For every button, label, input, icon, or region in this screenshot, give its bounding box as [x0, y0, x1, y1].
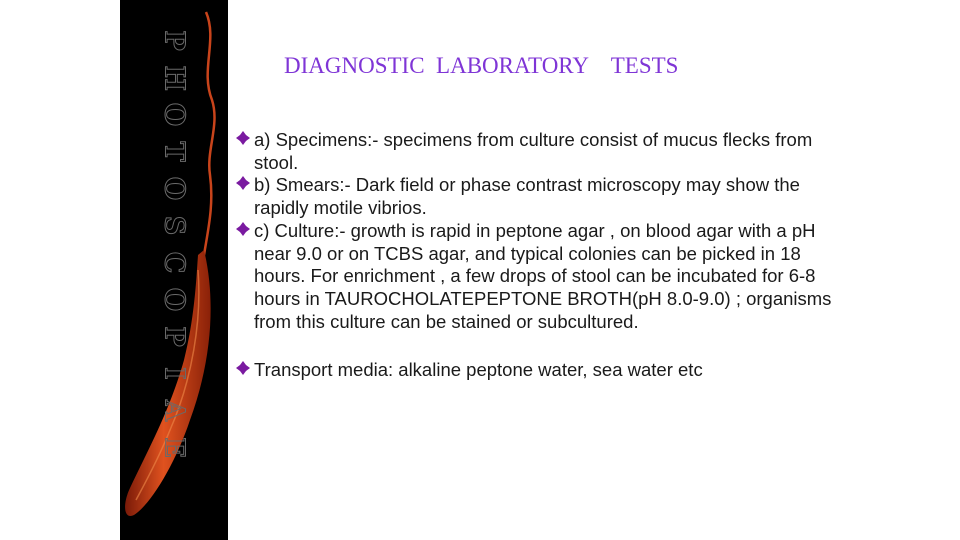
watermark-letter: C	[158, 251, 190, 274]
bullet-item	[233, 174, 853, 219]
diamond-bullet-icon	[235, 175, 251, 191]
bullet-text: Transport media: alkaline peptone water, sea water etc	[254, 359, 703, 381]
diamond-bullet-icon	[235, 221, 251, 237]
diamond-bullet-icon	[235, 360, 251, 376]
bullet-item	[233, 359, 853, 382]
diamond-bullet-icon	[235, 130, 251, 146]
watermark-letter: O	[158, 176, 190, 201]
bullet-text: c) Culture:- growth is rapid in peptone agar , on blood agar with a pH near 9.0 or on TCBS agar, and typical colonies can be picked in 18 hours. For enrichment , a few drops of stool can be incubated for 6-8 hours in TAUROCHOLATEPEPTONE BROTH(pH 8.0-9.0) ; organisms from this culture can be stained or subcultured.	[254, 219, 832, 332]
watermark-letter: H	[158, 65, 190, 92]
bullet-text: b) Smears:- Dark field or phase contrast microscopy may show the rapidly motile vibrios.	[254, 174, 800, 219]
watermark-letter: S	[158, 215, 190, 236]
watermark-letter: P	[158, 30, 190, 51]
bullet-text: a) Specimens:- specimens from culture consist of mucus flecks from stool.	[254, 129, 813, 173]
watermark-letter: P	[158, 326, 190, 347]
watermark-letter: T	[158, 141, 190, 162]
bullet-list	[233, 129, 853, 382]
watermark-letter: I	[158, 367, 190, 380]
watermark-letter: O	[158, 102, 190, 127]
watermark-vertical-text	[158, 22, 190, 522]
bullet-item	[233, 220, 853, 334]
watermark-letter: A	[158, 400, 190, 421]
bullet-item	[233, 129, 853, 174]
watermark-letter: E	[158, 437, 190, 458]
watermark-letter: O	[158, 287, 190, 312]
slide-title: DIAGNOSTIC LABORATORY TESTS	[284, 53, 679, 78]
